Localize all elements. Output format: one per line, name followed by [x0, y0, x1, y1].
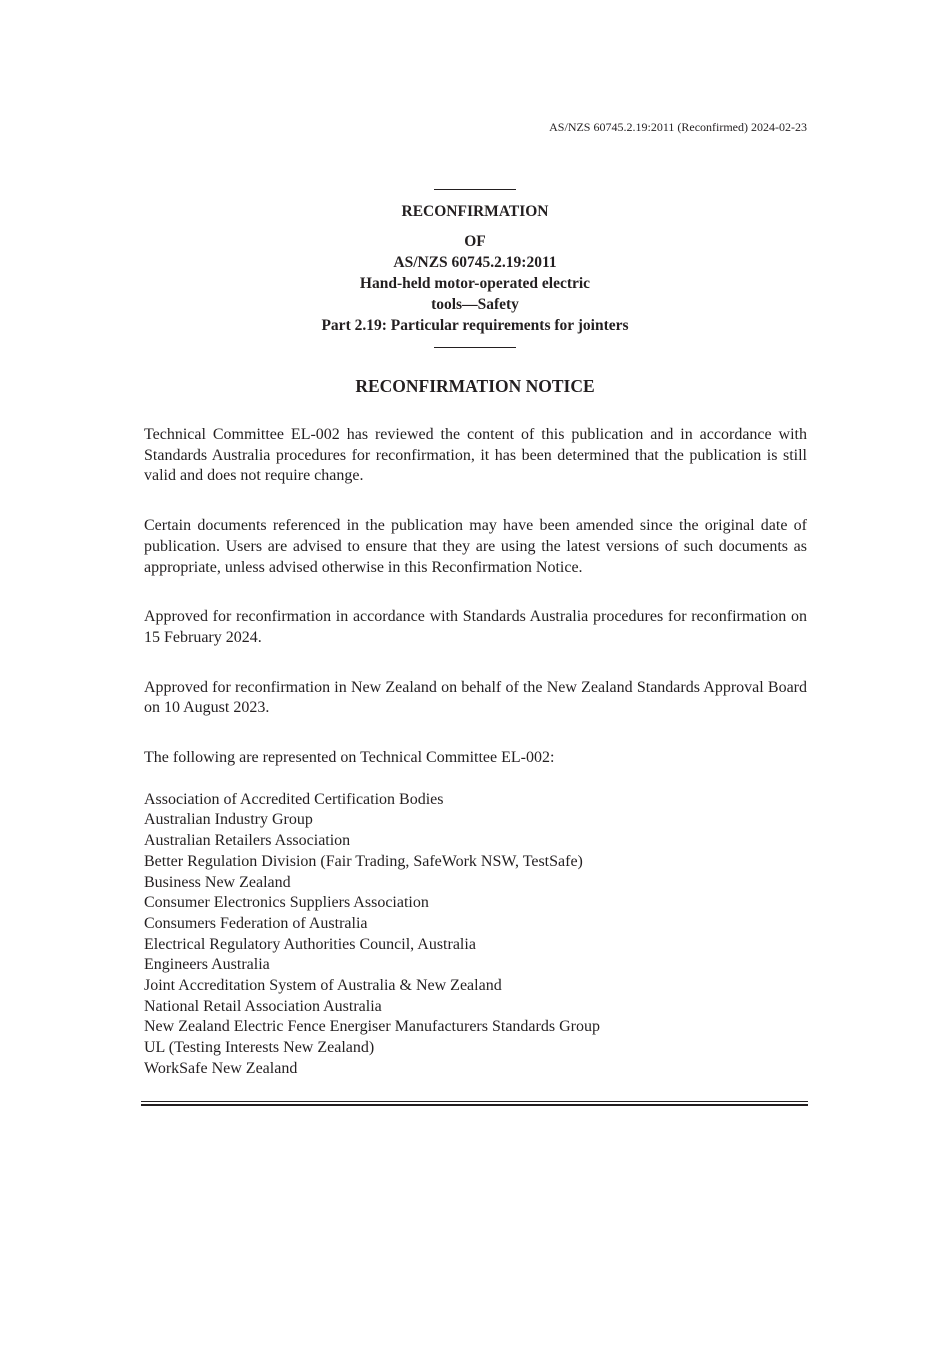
document-reference: AS/NZS 60745.2.19:2011 (Reconfirmed) 2024-02-23 [549, 120, 807, 134]
notice-heading: RECONFIRMATION NOTICE [355, 376, 595, 396]
list-item: Joint Accreditation System of Australia & New Zealand [144, 977, 502, 995]
list-item: Consumers Federation of Australia [144, 914, 368, 932]
list-item: Consumer Electronics Suppliers Association [144, 894, 429, 912]
title-standard-part: Part 2.19: Particular requirements for jointers [321, 317, 629, 334]
paragraph-review: Technical Committee EL-002 has reviewed the content of this publication and in accordance with Standards Australia procedures for reconfirmation, it has been determined that the publication is still valid and does not require change. [144, 426, 807, 485]
notice-body [144, 425, 807, 1080]
list-item: WorkSafe New Zealand [144, 1059, 298, 1077]
list-item: Electrical Regulatory Authorities Council, Australia [144, 935, 476, 953]
committee-intro: The following are represented on Technical Committee EL-002: [144, 749, 555, 767]
list-item: Better Regulation Division (Fair Trading, SafeWork NSW, TestSafe) [144, 852, 583, 870]
list-item: UL (Testing Interests New Zealand) [144, 1039, 375, 1057]
list-item: Association of Accredited Certification Bodies [144, 790, 444, 808]
committee-member-list [144, 790, 807, 1080]
paragraph-approval-australia: Approved for reconfirmation in accordance with Standards Australia procedures for reconfirmation on 15 February 2024. [144, 608, 807, 646]
list-item: Australian Industry Group [144, 811, 313, 829]
paragraph-approval-new-zealand: Approved for reconfirmation in New Zealand on behalf of the New Zealand Standards Approval Board on 10 August 2023. [144, 678, 807, 717]
title-of: OF [464, 233, 486, 250]
closing-double-rule [141, 1101, 808, 1106]
list-item: Business New Zealand [144, 873, 291, 891]
title-rule-bottom [434, 347, 516, 348]
title-standard-number: AS/NZS 60745.2.19:2011 [393, 254, 557, 271]
title-rule-top [434, 189, 516, 190]
paragraph-referenced-documents: Certain documents referenced in the publication may have been amended since the original date of publication. Users are advised to ensure that they are using the latest versions of such documents as appropriate, unless advised otherwise in this Reconfirmation Notice. [144, 517, 807, 576]
title-standard-name-line1: Hand-held motor-operated electric [359, 275, 591, 292]
title-reconfirmation: RECONFIRMATION [401, 203, 549, 220]
title-standard-name-line2: tools—Safety [431, 296, 519, 313]
list-item: National Retail Association Australia [144, 997, 382, 1015]
list-item: Australian Retailers Association [144, 832, 351, 850]
list-item: Engineers Australia [144, 956, 270, 974]
list-item: New Zealand Electric Fence Energiser Manufacturers Standards Group [144, 1018, 600, 1036]
title-block [144, 179, 806, 348]
